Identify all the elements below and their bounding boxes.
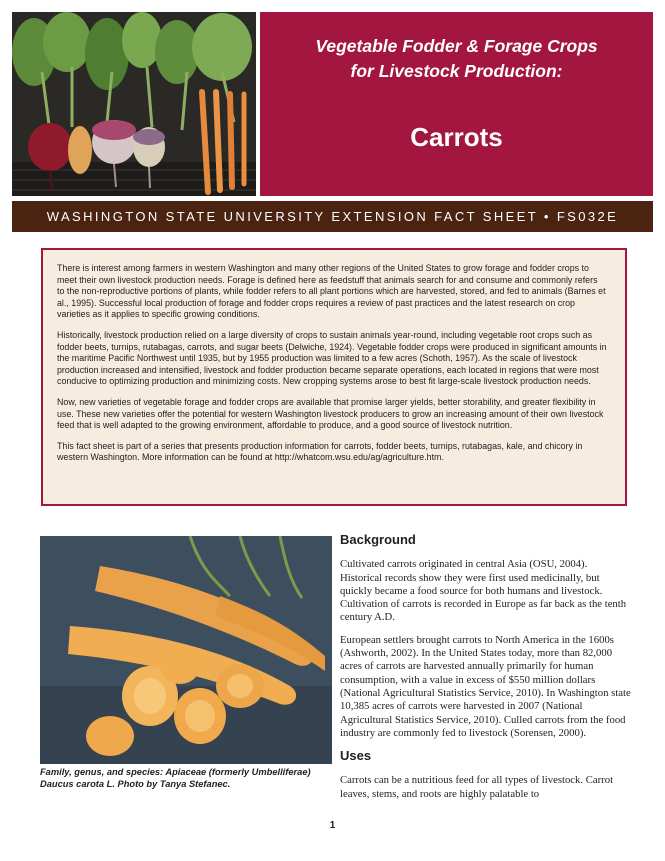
- caption-genus: Daucus carota: [40, 779, 105, 789]
- document-title: Carrots: [410, 122, 503, 152]
- title-block: [260, 12, 653, 196]
- uses-heading: Uses: [340, 748, 372, 764]
- intro-paragraph: Now, new varieties of vegetable forage and fodder crops are available that promise larger yields, better storability, and greater flexibility in use. These new varieties offer the potential for western Washington livestock producers to grow an increasing amount of their own livestock feed that is well adapted to the growing environment, affordable to produce, and a good source of livestock nutrition.: [57, 396, 604, 431]
- intro-paragraph: Historically, livestock production relied on a large diversity of crops to sustain animals year-round, including vegetable root crops such as fodder beets, turnips, rutabagas, carrots, and sugar beets (Delwiche, 1924). Vegetable fodder crops were produced in significant amounts in the maritime Pacific Northwest until 1935, but by 1955 production was limited to a few acres (Schoth, 1957). As the scale of livestock production increased and intensified, livestock and fodder production became separate operations, each located in regions that were most conducive to optimizing production and minimizing costs. New cropping systems arose to best fit large-scale livestock production needs.: [57, 329, 607, 387]
- photo-caption: [40, 766, 338, 790]
- background-heading: Background: [340, 532, 416, 547]
- background-paragraph: Cultivated carrots originated in central Asia (OSU, 2004). Historical records show they were first used medicinally, but quickly became a food source for both humans and livestock. Cultivation of carrots is recorded in Europe as far back as the tenth century A.D.: [340, 558, 627, 624]
- caption-family: Apiaceae (formerly Umbelliferae): [165, 767, 311, 777]
- intro-box: [41, 248, 627, 506]
- background-paragraph: European settlers brought carrots to North America in the 1600s (Ashworth, 2002). In the United States today, more than 82,000 acres of carrots are harvested annually primarily for human consumption, with a value in excess of $550 million dollars (National Agricultural Statistics Service, 2010). In Washington state 10,385 acres of carrots were harvested in 2007 (National Agricultural Statistics Service, 2010). Culled carrots from the food industry are commonly fed to livestock (Sorensen, 2000).: [340, 633, 631, 739]
- root-vegetables-photo: [12, 12, 256, 196]
- uses-paragraph: Carrots can be a nutritious feed for all types of livestock. Carrot leaves, stems, and roots are highly palatable to: [340, 774, 614, 800]
- document-subtitle: Vegetable Fodder & Forage Crops for Livestock Production:: [315, 36, 598, 81]
- carrots-photo: [40, 536, 332, 764]
- caption-prefix: Family, genus, and species:: [40, 767, 166, 777]
- intro-paragraph: There is interest among farmers in western Washington and many other regions of the United States to grow forage and fodder crops to meet their own livestock production needs. Forage is defined here as feedstuff that animals search for and consume and commonly refers to the non-reproductive portions of plants, while fodder refers to all plant portions which are harvested, stored, and fed to animals (Barnes et al., 1995). Successful local production of forage and fodder crops requires a review of past practices and the latest research on crop varieties as it applies to specific growing conditions.: [57, 263, 606, 320]
- page-number: 1: [329, 820, 336, 831]
- intro-paragraph: This fact sheet is part of a series that presents production information for carrots, fodder beets, turnips, rutabagas, kale, and chicory in western Washington. More information can be found at http://whatcom.wsu.edu/ag/agriculture.htm.: [57, 440, 583, 463]
- caption-credit: L. Photo by Tanya Stefanec.: [104, 779, 231, 789]
- series-banner: WASHINGTON STATE UNIVERSITY EXTENSION FACT SHEET • FS032E: [12, 201, 653, 232]
- main-column: [340, 533, 632, 810]
